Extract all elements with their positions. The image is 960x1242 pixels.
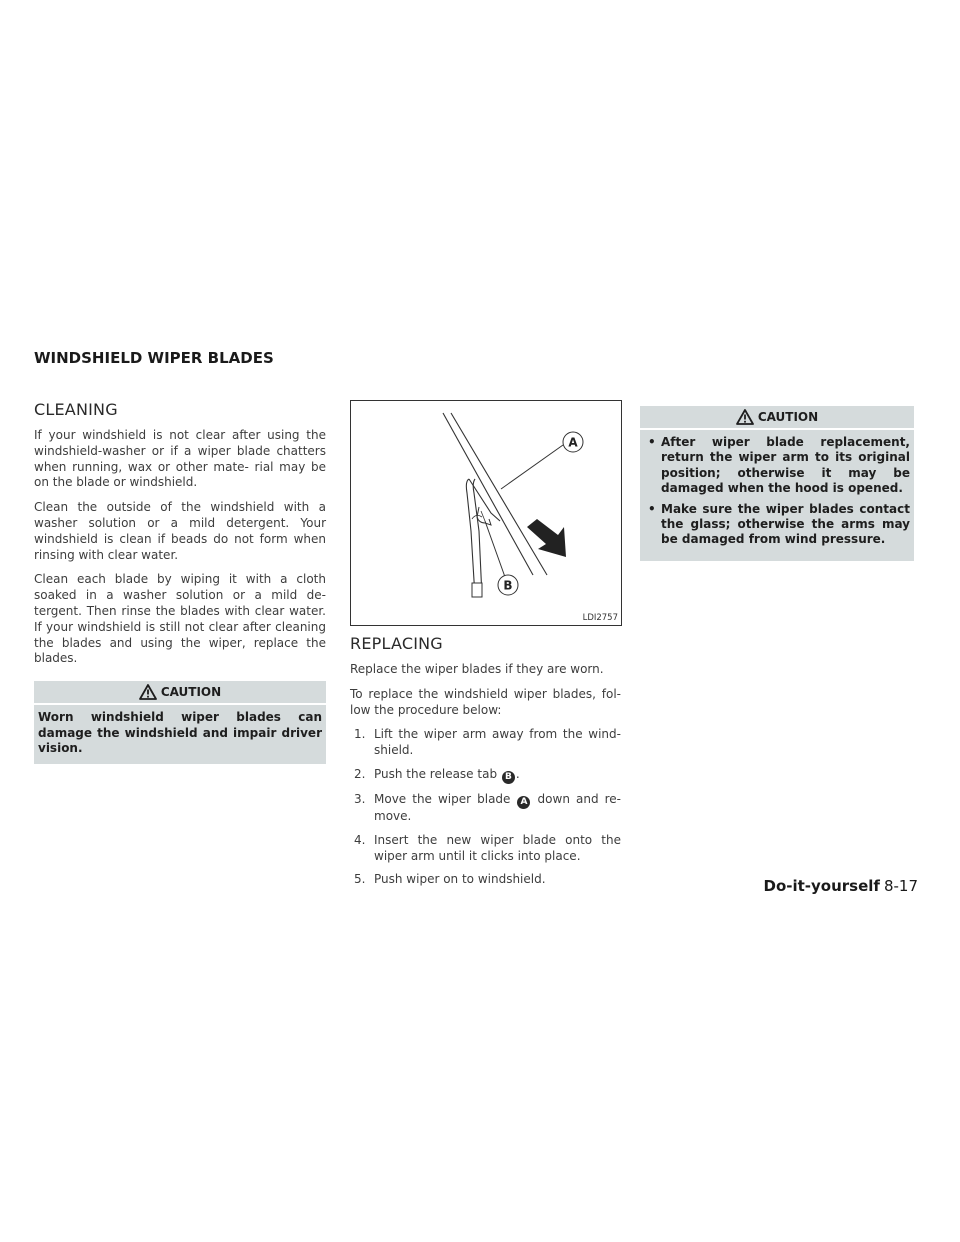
caution-text: Worn windshield wiper blades can damage the windshield and impair driver vision. — [38, 710, 322, 755]
replacing-column — [350, 400, 621, 896]
cleaning-paragraph: If your windshield is not clear after using the windshield-washer or if a wiper blade chatters when running, wax or other mate- rial may be on the blade or windshield. — [34, 428, 326, 490]
replacing-heading: REPLACING — [350, 634, 443, 653]
step-item: 1. Lift the wiper arm away from the wind- shield. — [354, 727, 621, 758]
step-item: 3. Move the wiper blade A down and re- move. — [354, 791, 621, 823]
caution-header — [34, 681, 326, 705]
caution-column — [640, 400, 914, 561]
caution-box — [34, 681, 326, 764]
wiper-blade-illustration — [350, 400, 622, 626]
wiper-diagram — [351, 401, 621, 625]
step-item: 4. Insert the new wiper blade onto the wiper arm until it clicks into place. — [354, 832, 621, 863]
caution-label: CAUTION — [160, 685, 222, 700]
caution-box — [640, 406, 914, 561]
section-title: WINDSHIELD WIPER BLADES — [34, 349, 274, 367]
cleaning-heading: CLEANING — [34, 400, 118, 419]
figure-id: LDI2757 — [582, 613, 618, 623]
caution-header — [640, 406, 914, 430]
cleaning-column — [34, 400, 326, 764]
page-number: 8-17 — [883, 877, 918, 895]
caution-list — [640, 430, 914, 561]
page-footer — [764, 877, 919, 895]
step-item: 2. Push the release tab B . — [354, 766, 520, 782]
warning-icon — [139, 684, 157, 700]
callout-b: B — [503, 578, 513, 593]
replacing-paragraph: To replace the windshield wiper blades, fol- low the procedure below: — [350, 686, 621, 717]
replacement-steps — [350, 727, 621, 888]
callout-a: A — [568, 435, 578, 450]
ref-marker-a: A — [517, 796, 530, 809]
caution-item: • Make sure the wiper blades contact the glass; otherwise the arms may be damaged from wind pressure. — [648, 501, 910, 547]
chapter-name: Do-it-yourself — [763, 877, 880, 895]
replacing-paragraph: Replace the wiper blades if they are worn. — [350, 662, 604, 676]
step-item: 5. Push wiper on to windshield. — [354, 872, 546, 887]
cleaning-paragraph: Clean the outside of the windshield with a washer solution or a mild detergent. Your windshield is clean if beads do not form when rinsing with clear water. — [34, 500, 326, 562]
cleaning-paragraph: Clean each blade by wiping it with a cloth soaked in a washer solution or a mild de- tergent. Then rinse the blades with clear water. If your windshield is still not clear after cleaning the blades and using the wiper, replace the blades. — [34, 572, 326, 666]
ref-marker-b: B — [502, 771, 515, 784]
warning-icon — [736, 409, 754, 425]
caution-label: CAUTION — [757, 410, 819, 424]
caution-item: • After wiper blade replacement, return the wiper arm to its original position; otherwise it may be damaged when the hood is opened. — [648, 435, 910, 496]
